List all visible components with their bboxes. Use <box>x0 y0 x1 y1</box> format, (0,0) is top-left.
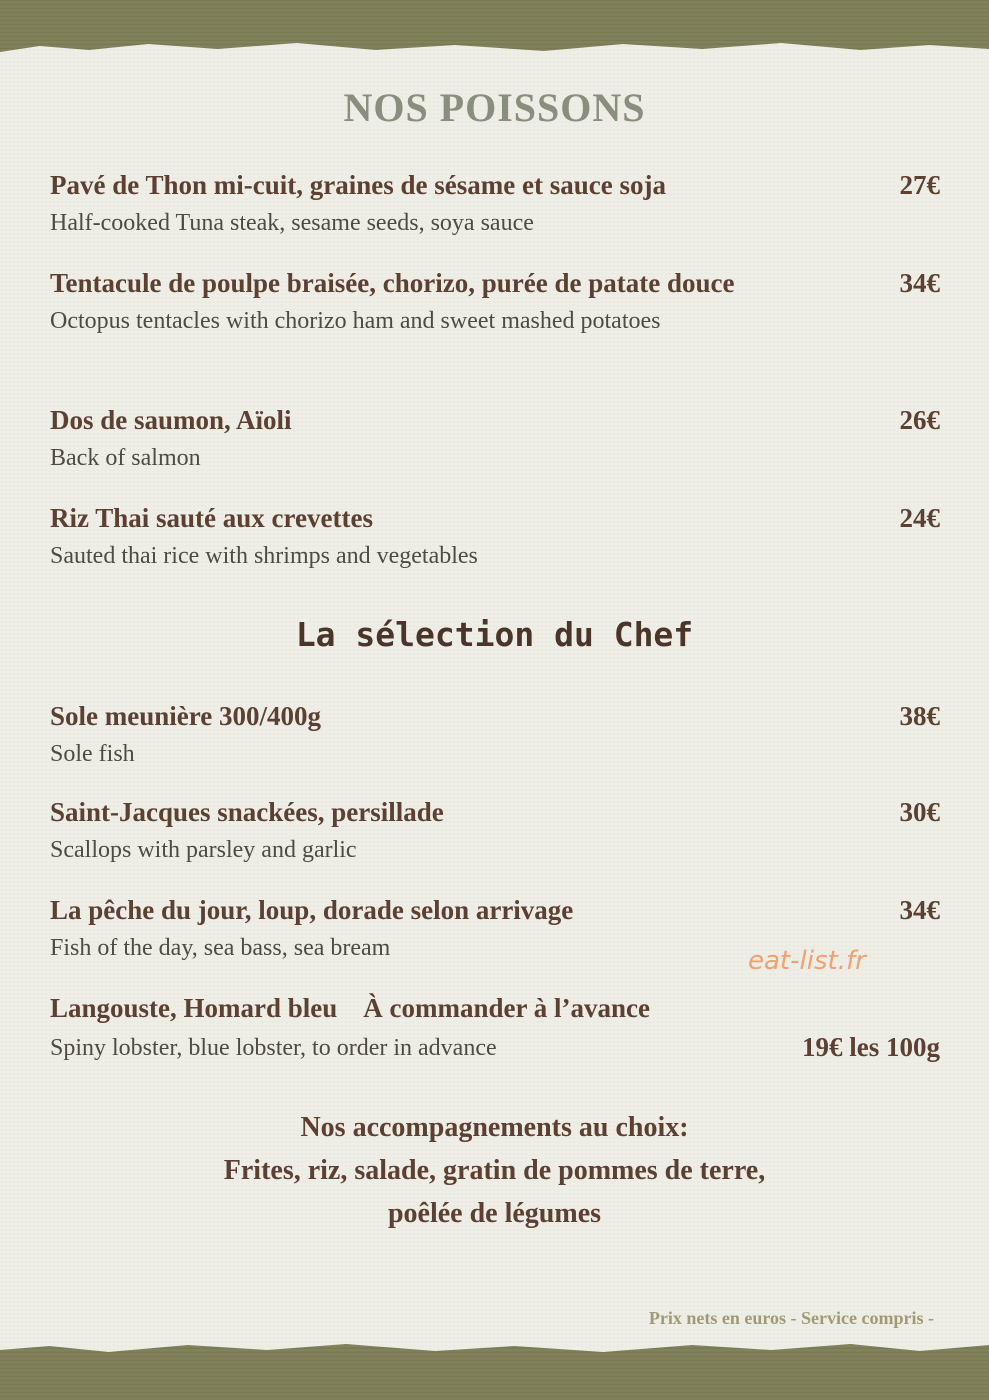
item-name: La pêche du jour, loup, dorade selon arrivage <box>50 895 574 925</box>
menu-item <box>50 401 940 476</box>
item-name: Sole meunière 300/400g <box>50 701 321 731</box>
item-description: Half-cooked Tuna steak, sesame seeds, soya sauce <box>50 210 534 236</box>
sides-line: Frites, riz, salade, gratin de pommes de terre, <box>223 1155 766 1186</box>
item-price: 27€ <box>899 170 940 200</box>
item-price: 19€ les 100g <box>802 1032 940 1062</box>
bottom-border <box>0 1345 989 1400</box>
watermark: eat-list.fr <box>748 946 866 976</box>
menu-item <box>50 166 940 241</box>
item-name <box>50 989 820 1028</box>
item-description: Back of salmon <box>50 445 201 471</box>
item-price: 30€ <box>899 797 940 827</box>
item-name: Riz Thai sauté aux crevettes <box>50 503 373 533</box>
page-title: NOS POISSONS <box>343 85 646 130</box>
item-price: 34€ <box>899 268 940 298</box>
item-price: 26€ <box>899 405 940 435</box>
item-name: Tentacule de poulpe braisée, chorizo, purée de patate douce <box>50 268 735 298</box>
chef-section-title: La sélection du Chef <box>295 615 694 654</box>
item-name: Dos de saumon, Aïoli <box>50 405 292 435</box>
menu-item-lobster <box>50 989 940 1066</box>
item-description: Sole fish <box>50 741 135 767</box>
item-name: Saint-Jacques snackées, persillade <box>50 797 444 827</box>
item-description: Spiny lobster, blue lobster, to order in advance <box>50 1035 497 1061</box>
item-description: Sauted thai rice with shrimps and vegetables <box>50 543 478 569</box>
lobster-name: Langouste, Homard bleu <box>50 993 338 1023</box>
sides-heading: Nos accompagnements au choix: <box>300 1112 689 1143</box>
item-price: 24€ <box>899 503 940 533</box>
sides-line: poêlée de légumes <box>387 1198 602 1229</box>
item-price: 34€ <box>899 895 940 925</box>
item-description: Fish of the day, sea bass, sea bream <box>50 935 391 961</box>
item-name: Pavé de Thon mi-cuit, graines de sésame et sauce soja <box>50 170 666 200</box>
menu-item <box>50 499 940 574</box>
menu-item <box>50 793 940 868</box>
sides-block <box>0 1106 989 1235</box>
menu-item <box>50 264 940 339</box>
footer-note: Prix nets en euros - Service compris - <box>648 1308 934 1328</box>
item-description: Octopus tentacles with chorizo ham and sweet mashed potatoes <box>50 308 661 334</box>
item-description: Scallops with parsley and garlic <box>50 837 357 863</box>
menu-item <box>50 697 940 772</box>
item-price: 38€ <box>899 701 940 731</box>
lobster-note: À commander à l’avance <box>363 993 651 1023</box>
